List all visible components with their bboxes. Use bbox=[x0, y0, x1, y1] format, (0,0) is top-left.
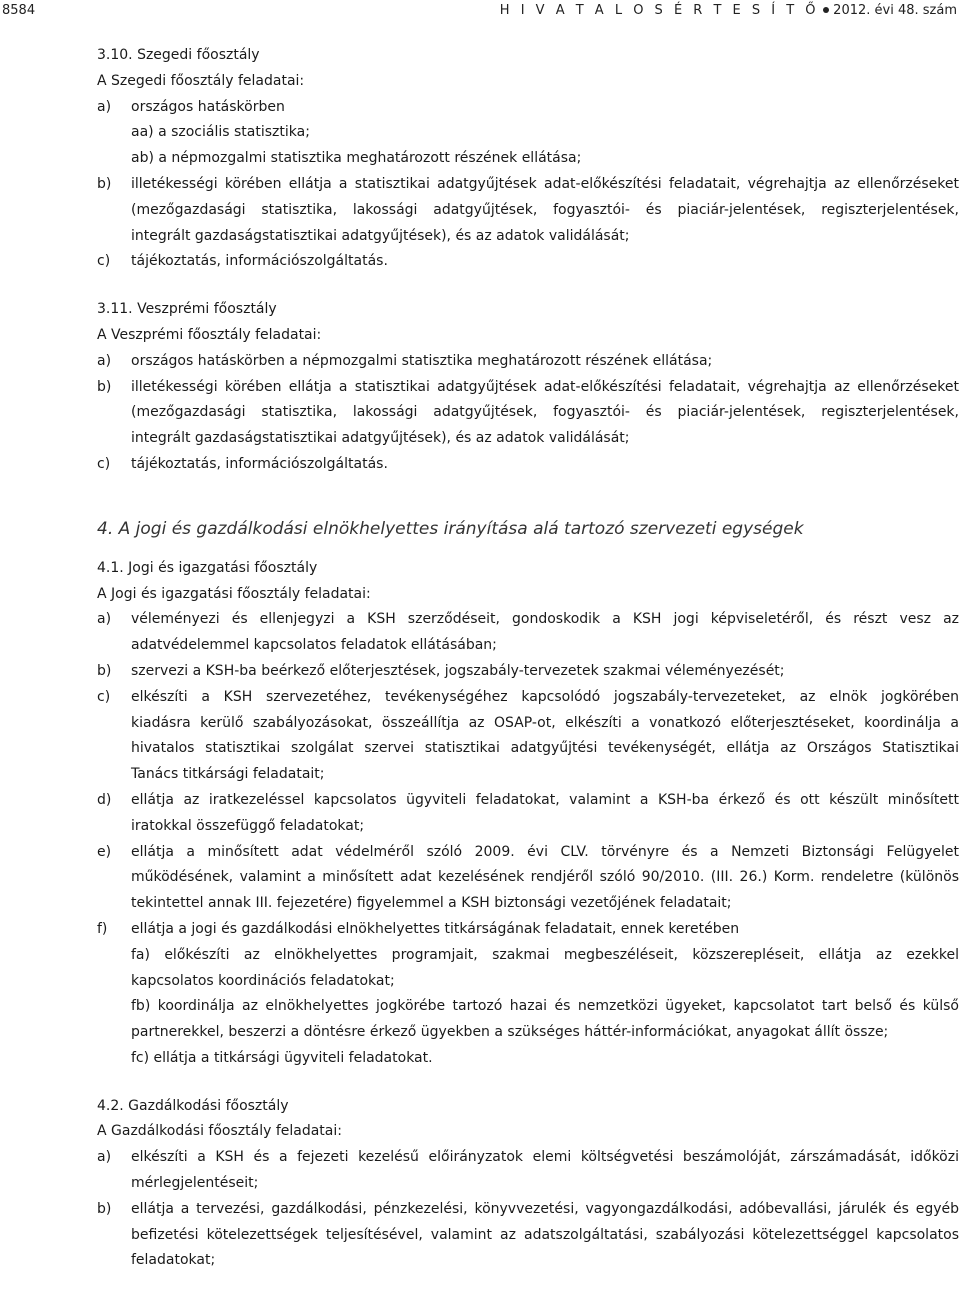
document-body bbox=[97, 43, 959, 1274]
section-intro: A Jogi és igazgatási főosztály feladatai: bbox=[97, 585, 371, 602]
section-title: 4.1. Jogi és igazgatási főosztály bbox=[97, 559, 318, 576]
list-text: illetékességi körében ellátja a statisztikai adatgyűjtések adat-előkészítési feladatait, végrehajtja az ellenőrzéseket bbox=[131, 378, 959, 395]
list-item bbox=[97, 917, 959, 1072]
list-item bbox=[97, 249, 959, 275]
list-item bbox=[97, 1197, 959, 1274]
section-title: 4.2. Gazdálkodási főosztály bbox=[97, 1097, 289, 1114]
list-text: ellátja a jogi és gazdálkodási elnökhelyettes titkárságának feladatait, ennek keretében bbox=[131, 920, 740, 937]
list-item bbox=[97, 659, 959, 685]
list-text: Tanács titkársági feladatait; bbox=[131, 766, 325, 783]
list-text: tájékoztatás, információszolgáltatás. bbox=[131, 455, 388, 472]
sub-item: fb) koordinálja az elnökhelyettes jogkörébe tartozó hazai és nemzetközi ügyeket, kapcsolatot tart belső és külső bbox=[131, 998, 959, 1015]
sub-item: aa) a szociális statisztika; bbox=[131, 124, 310, 141]
list-item bbox=[97, 172, 959, 249]
list-item bbox=[97, 685, 959, 788]
list-text: ellátja az iratkezeléssel kapcsolatos ügyviteli feladatokat, valamint a KSH-ba érkező és ott készült minősített bbox=[131, 791, 959, 808]
section-intro: A Szegedi főosztály feladatai: bbox=[97, 72, 305, 89]
journal-info bbox=[500, 3, 957, 18]
list-text: országos hatáskörben a népmozgalmi statisztika meghatározott részének ellátása; bbox=[131, 352, 713, 369]
section-title: 3.10. Szegedi főosztály bbox=[97, 47, 260, 63]
page-number: 8584 bbox=[2, 3, 36, 18]
list-item bbox=[97, 452, 959, 478]
section-intro: A Veszprémi főosztály feladatai: bbox=[97, 326, 322, 343]
list-item bbox=[97, 1145, 959, 1197]
list-label: c) bbox=[97, 688, 111, 705]
list-text: integrált gazdaságstatisztikai adatgyűjtések), és az adatok validálását; bbox=[131, 227, 630, 244]
list-text: elkészíti a KSH szervezetéhez, tevékenységéhez kapcsolódó jogszabály-tervezeteket, az elnök jogkörében bbox=[131, 688, 959, 705]
list-item bbox=[97, 788, 959, 840]
list-text: (mezőgazdasági statisztika, lakossági adatgyűjtések, fogyasztói- és piaciár-jelentések, regiszterjelentések, bbox=[131, 201, 959, 218]
list-item bbox=[97, 349, 959, 375]
list-text: tekintettel annak III. fejezetére) figyelemmel a KSH biztonsági vezetőjének feladatait; bbox=[131, 895, 732, 912]
list-item bbox=[97, 840, 959, 917]
list-label: d) bbox=[97, 791, 112, 808]
list-text: hivatalos statisztikai szolgálat szervei statisztikai adatgyűjtési tevékenységét, ellátja az Országos Statisztikai bbox=[131, 740, 959, 757]
list-label: c) bbox=[97, 455, 111, 472]
page-header bbox=[0, 3, 960, 23]
list-text: ellátja a tervezési, gazdálkodási, pénzkezelési, könyvvezetési, vagyongazdálkodási, adóbevallási, járulék és egyéb bbox=[131, 1200, 959, 1217]
list-label: b) bbox=[97, 662, 112, 679]
bullet-icon bbox=[823, 7, 829, 13]
sub-item: partnerekkel, beszerzi a döntésre érkező ügyekben a szükséges háttér-információkat, anyagokat állít össze; bbox=[131, 1024, 889, 1041]
list-label: a) bbox=[97, 98, 112, 115]
list-text: kiadásra kerülő szabályozásokat, összeállítja az OSAP-ot, elkészíti a vonatkozó előterjesztéseket, koordinálja a bbox=[131, 714, 959, 731]
list-label: f) bbox=[97, 920, 108, 937]
list-text: mérlegjelentéseit; bbox=[131, 1175, 259, 1192]
issue-number: 2012. évi 48. szám bbox=[833, 3, 957, 18]
list-label: a) bbox=[97, 1149, 112, 1166]
sub-item: kapcsolatos koordinációs feladatokat; bbox=[131, 972, 395, 989]
list-item bbox=[97, 375, 959, 452]
list-text: országos hatáskörben bbox=[131, 98, 285, 115]
list-label: e) bbox=[97, 843, 112, 860]
chapter-title: 4. A jogi és gazdálkodási elnökhelyettes irányítása alá tartozó szervezeti egységek bbox=[97, 518, 804, 539]
list-text: iratokkal összefüggő feladatokat; bbox=[131, 817, 365, 834]
list-text: adatvédelemmel kapcsolatos feladatok ellátásában; bbox=[131, 637, 497, 654]
journal-title: H I V A T A L O S É R T E S Í T Ő bbox=[499, 3, 820, 18]
list-label: a) bbox=[97, 352, 112, 369]
list-text: feladatokat; bbox=[131, 1252, 216, 1269]
list-text: véleményezi és ellenjegyzi a KSH szerződéseit, gondoskodik a KSH jogi képviseletéről, és részt vesz az bbox=[131, 611, 959, 628]
list-text: ellátja a minősített adat védelméről szóló 2009. évi CLV. törvényre és a Nemzeti Biztonsági Felügyelet bbox=[131, 843, 959, 860]
list-label: c) bbox=[97, 253, 111, 270]
list-text: (mezőgazdasági statisztika, lakossági adatgyűjtések, fogyasztói- és piaciár-jelentések, regiszterjelentések, bbox=[131, 404, 959, 421]
sub-item: fa) előkészíti az elnökhelyettes programjait, szakmai megbeszéléseit, közszerepléseit, ellátja az ezekkel bbox=[131, 946, 959, 963]
list-text: szervezi a KSH-ba beérkező előterjesztések, jogszabály-tervezetek szakmai véleményezését; bbox=[131, 662, 785, 679]
section-intro: A Gazdálkodási főosztály feladatai: bbox=[97, 1123, 342, 1140]
list-text: integrált gazdaságstatisztikai adatgyűjtések), és az adatok validálását; bbox=[131, 430, 630, 447]
list-text: illetékességi körében ellátja a statisztikai adatgyűjtések adat-előkészítési feladatait, végrehajtja az ellenőrzéseket bbox=[131, 175, 959, 192]
list-label: a) bbox=[97, 611, 112, 628]
sub-item: fc) ellátja a titkársági ügyviteli feladatokat. bbox=[131, 1049, 433, 1066]
list-text: elkészíti a KSH és a fejezeti kezelésű előirányzatok elemi költségvetési beszámolóját, zárszámadását, időközi bbox=[131, 1149, 959, 1166]
sub-item: ab) a népmozgalmi statisztika meghatározott részének ellátása; bbox=[131, 150, 582, 167]
list-text: működésének, valamint a minősített adat kezelésének rendjéről szóló 90/2010. (III. 26.) Korm. rendeletre (különös bbox=[131, 869, 959, 886]
section-title: 3.11. Veszprémi főosztály bbox=[97, 301, 277, 318]
list-text: tájékoztatás, információszolgáltatás. bbox=[131, 253, 388, 270]
list-label: b) bbox=[97, 175, 112, 192]
list-label: b) bbox=[97, 378, 112, 395]
list-item bbox=[97, 95, 959, 121]
list-item bbox=[97, 607, 959, 659]
list-text: befizetési kötelezettségek teljesítésével, valamint az adatszolgáltatási, szabályozási kötelezettséggel kapcsolatos bbox=[131, 1226, 959, 1243]
list-label: b) bbox=[97, 1200, 112, 1217]
